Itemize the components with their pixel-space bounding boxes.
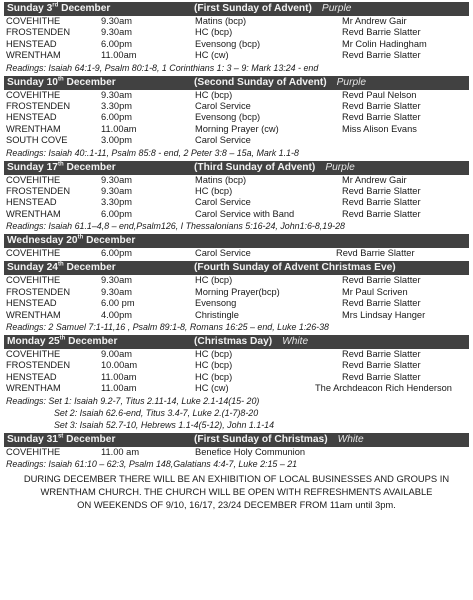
exhibition-notice xyxy=(4,472,469,511)
church-name: WRENTHAM xyxy=(6,383,61,394)
service-row xyxy=(4,197,469,208)
service-row xyxy=(4,90,469,101)
church-name: WRENTHAM xyxy=(6,208,61,219)
service-type: HC (bcp) xyxy=(195,89,233,100)
day-section xyxy=(4,234,469,259)
minister-name: Revd Barrie Slatter xyxy=(342,360,421,371)
minister-name: Revd Barrie Slatter xyxy=(342,197,421,208)
day-date xyxy=(7,2,110,16)
service-time: 9.30am xyxy=(101,27,133,38)
minister-name: Mr Paul Scriven xyxy=(342,286,408,297)
service-time: 3.00pm xyxy=(101,135,133,146)
date-month: December xyxy=(65,336,118,348)
service-row xyxy=(4,124,469,135)
service-type: HC (bcp) xyxy=(195,275,233,286)
service-time: 4.00pm xyxy=(101,309,133,320)
church-name: COVEHITHE xyxy=(6,174,61,185)
date-text: Sunday 17 xyxy=(7,161,58,173)
minister-name: Revd Paul Nelson xyxy=(342,89,417,100)
church-name: COVEHITHE xyxy=(6,349,61,360)
church-name: HENSTEAD xyxy=(6,298,57,309)
readings-line: Set 2: Isaiah 62.6-end, Titus 3.4-7, Luke 2.(1-7)8-20 xyxy=(54,407,259,418)
liturgical-occasion xyxy=(194,2,351,16)
service-type: Evensong xyxy=(195,298,237,309)
service-row xyxy=(4,209,469,220)
service-type: Carol Service xyxy=(195,248,251,259)
date-text: Wednesday 20 xyxy=(7,235,78,247)
service-type: Carol Service xyxy=(195,100,251,111)
service-time: 3.30pm xyxy=(101,100,133,111)
minister-name: Revd Barrie Slatter xyxy=(342,208,421,219)
day-header xyxy=(4,433,469,447)
occasion-name: (Christmas Day) xyxy=(194,336,273,348)
day-header xyxy=(4,335,469,349)
church-name: FROSTENDEN xyxy=(6,27,71,38)
day-header xyxy=(4,161,469,175)
date-month: December xyxy=(83,235,136,247)
occasion-name: (First Sunday of Christmas) xyxy=(194,433,328,445)
readings-line: Readings: Isaiah 61:10 – 62:3, Psalm 148,Galatians 4:4-7, Luke 2:15 – 21 xyxy=(6,458,298,469)
church-name: HENSTEAD xyxy=(6,371,57,382)
minister-name: Mr Colin Hadingham xyxy=(342,38,427,49)
service-time: 9.30am xyxy=(101,16,133,26)
date-month: December xyxy=(58,3,111,14)
readings-line: Readings: 2 Samuel 7:1-11,16 , Psalm 89:1-8, Romans 16:25 – end, Luke 1:26-38 xyxy=(6,322,329,333)
liturgical-occasion xyxy=(194,76,366,90)
service-type: HC (cw) xyxy=(195,383,229,394)
day-header xyxy=(4,76,469,90)
minister-name: Revd Barrie Slatter xyxy=(342,371,421,382)
minister-name: Revd Barrie Slatter xyxy=(336,248,415,259)
service-time: 10.00am xyxy=(101,360,138,371)
minister-name: Revd Barrie Slatter xyxy=(342,298,421,309)
liturgical-occasion xyxy=(194,433,364,447)
service-row xyxy=(4,383,469,394)
service-row xyxy=(4,50,469,61)
service-time: 6.00 pm xyxy=(101,298,135,309)
day-section xyxy=(4,2,469,74)
minister-name: Revd Barrie Slatter xyxy=(342,100,421,111)
date-month: December xyxy=(63,76,116,88)
day-header xyxy=(4,234,469,248)
day-date xyxy=(7,234,135,248)
church-name: FROSTENDEN xyxy=(6,286,71,297)
service-type: Evensong (bcp) xyxy=(195,112,261,123)
minister-name: Revd Barrie Slatter xyxy=(342,50,421,61)
service-type: Benefice Holy Communion xyxy=(195,446,306,457)
liturgical-occasion xyxy=(194,161,355,175)
service-time: 6.00pm xyxy=(101,38,133,49)
readings-line: Readings: Isaiah 40:.1-11, Psalm 85:8 - end, 2 Peter 3:8 – 15a, Mark 1.1-8 xyxy=(6,147,299,158)
service-time: 6.00pm xyxy=(101,208,133,219)
date-ordinal: rd xyxy=(52,2,59,9)
day-section xyxy=(4,161,469,233)
date-ordinal: th xyxy=(57,262,64,269)
date-text: Sunday 24 xyxy=(7,262,58,274)
day-section xyxy=(4,335,469,431)
service-row xyxy=(4,298,469,309)
service-schedule xyxy=(4,2,469,472)
service-row xyxy=(4,39,469,50)
minister-name: Miss Alison Evans xyxy=(342,123,417,134)
date-ordinal: th xyxy=(77,234,84,241)
church-name: FROSTENDEN xyxy=(6,100,71,111)
service-time: 11.00am xyxy=(101,383,137,394)
occasion-name: (First Sunday of Advent) xyxy=(194,3,312,14)
day-date xyxy=(7,335,117,349)
service-time: 11.00am xyxy=(101,371,137,382)
service-type: HC (bcp) xyxy=(195,349,233,360)
service-type: Morning Prayer (cw) xyxy=(195,123,279,134)
service-type: HC (bcp) xyxy=(195,185,233,196)
service-time: 9.30am xyxy=(101,275,133,286)
service-row xyxy=(4,112,469,123)
service-type: Matins (bcp) xyxy=(195,16,247,26)
service-row xyxy=(4,27,469,38)
day-header xyxy=(4,261,469,275)
service-type: HC (bcp) xyxy=(195,27,233,38)
service-row xyxy=(4,186,469,197)
minister-name: Revd Barrie Slatter xyxy=(342,185,421,196)
church-name: SOUTH COVE xyxy=(6,135,68,146)
service-type: HC (bcp) xyxy=(195,360,233,371)
minister-name: Mr Andrew Gair xyxy=(342,174,407,185)
date-ordinal: th xyxy=(57,161,64,168)
service-type: HC (bcp) xyxy=(195,371,233,382)
church-name: WRENTHAM xyxy=(6,309,61,320)
date-ordinal: th xyxy=(59,335,66,342)
liturgical-colour: Purple xyxy=(321,3,352,14)
church-name: HENSTEAD xyxy=(6,112,57,123)
service-type: Carol Service xyxy=(195,197,251,208)
church-name: HENSTEAD xyxy=(6,197,57,208)
date-month: December xyxy=(63,161,116,173)
service-row xyxy=(4,135,469,146)
liturgical-colour: Purple xyxy=(325,161,355,173)
service-row xyxy=(4,248,469,259)
service-time: 9.30am xyxy=(101,89,133,100)
service-time: 3.30pm xyxy=(101,197,133,208)
notice-line: WRENTHAM CHURCH. THE CHURCH WILL BE OPEN WITH REFRESHMENTS AVAILABLE xyxy=(40,486,433,497)
minister-name: Revd Barrie Slatter xyxy=(342,27,421,38)
liturgical-colour: White xyxy=(282,336,309,348)
day-date xyxy=(7,433,115,447)
church-name: WRENTHAM xyxy=(6,123,61,134)
church-name: FROSTENDEN xyxy=(6,360,71,371)
date-ordinal: th xyxy=(57,76,64,83)
church-name: COVEHITHE xyxy=(6,89,61,100)
occasion-name: (Fourth Sunday of Advent Christmas Eve) xyxy=(194,262,396,274)
service-row xyxy=(4,16,469,27)
service-row xyxy=(4,275,469,286)
liturgical-occasion xyxy=(194,335,308,349)
service-type: HC (cw) xyxy=(195,50,229,61)
service-row xyxy=(4,349,469,360)
service-type: Carol Service with Band xyxy=(195,208,295,219)
date-text: Sunday 10 xyxy=(7,76,58,88)
minister-name: Revd Barrie Slatter xyxy=(342,349,421,360)
service-time: 6.00pm xyxy=(101,248,133,259)
church-name: COVEHITHE xyxy=(6,275,61,286)
day-date xyxy=(7,261,116,275)
church-name: COVEHITHE xyxy=(6,16,61,26)
readings-line: Readings: Isaiah 64:1-9, Psalm 80:1-8, 1 Corinthians 1: 3 – 9: Mark 13:24 - end xyxy=(6,62,319,73)
church-name: FROSTENDEN xyxy=(6,185,71,196)
church-name: HENSTEAD xyxy=(6,38,57,49)
date-ordinal: st xyxy=(57,433,64,440)
notice-line: ON WEEKENDS OF 9/10, 16/17, 23/24 DECEMBER FROM 11am until 3pm. xyxy=(77,499,396,510)
service-type: Carol Service xyxy=(195,135,251,146)
liturgical-occasion xyxy=(194,261,396,275)
service-row xyxy=(4,175,469,186)
service-time: 11.00am xyxy=(101,123,137,134)
occasion-name: (Third Sunday of Advent) xyxy=(194,161,316,173)
readings-line: Set 3: Isaiah 52.7-10, Hebrews 1.1-4(5-12), John 1.1-14 xyxy=(54,419,275,430)
service-time: 9.30am xyxy=(101,185,133,196)
service-time: 11.00 am xyxy=(101,446,140,457)
day-section xyxy=(4,261,469,333)
date-text: Sunday 31 xyxy=(7,433,58,445)
service-row xyxy=(4,447,469,458)
service-type: Morning Prayer(bcp) xyxy=(195,286,280,297)
readings-line: Readings: Set 1: Isaiah 9.2-7, Titus 2.11-14, Luke 2.1-14(15- 20) xyxy=(6,395,260,406)
church-name: WRENTHAM xyxy=(6,50,61,61)
day-section xyxy=(4,76,469,159)
day-date xyxy=(7,161,116,175)
minister-name: The Archdeacon Rich Henderson xyxy=(315,383,452,394)
service-row xyxy=(4,372,469,383)
date-text: Monday 25 xyxy=(7,336,60,348)
occasion-name: (Second Sunday of Advent) xyxy=(194,76,327,88)
day-section xyxy=(4,433,469,470)
service-time: 9.30am xyxy=(101,174,133,185)
minister-name: Mrs Lindsay Hanger xyxy=(342,309,426,320)
minister-name: Mr Andrew Gair xyxy=(342,16,407,26)
service-row xyxy=(4,101,469,112)
date-text: Sunday 3 xyxy=(7,3,53,14)
service-time: 6.00pm xyxy=(101,112,133,123)
service-type: Evensong (bcp) xyxy=(195,38,261,49)
notice-line: DURING DECEMBER THERE WILL BE AN EXHIBITION OF LOCAL BUSINESSES AND GROUPS IN xyxy=(23,473,450,484)
service-row xyxy=(4,360,469,371)
church-name: COVEHITHE xyxy=(6,248,61,259)
liturgical-colour: White xyxy=(337,433,364,445)
day-date xyxy=(7,76,116,90)
minister-name: Revd Barrie Slatter xyxy=(342,275,421,286)
service-time: 9.30am xyxy=(101,286,133,297)
service-row xyxy=(4,310,469,321)
service-time: 9.00am xyxy=(101,349,133,360)
liturgical-colour: Purple xyxy=(336,76,367,88)
service-type: Christingle xyxy=(195,309,239,320)
date-month: December xyxy=(63,262,116,274)
readings-line: Readings: Isaiah 61.1–4,8 – end,Psalm126, I Thessalonians 5:16-24, John1:6-8,19-28 xyxy=(6,221,345,232)
service-time: 11.00am xyxy=(101,50,137,61)
service-row xyxy=(4,287,469,298)
date-month: December xyxy=(63,433,116,445)
church-name: COVEHITHE xyxy=(6,446,61,457)
day-header xyxy=(4,2,469,16)
service-type: Matins (bcp) xyxy=(195,174,247,185)
minister-name: Revd Barrie Slatter xyxy=(342,112,421,123)
